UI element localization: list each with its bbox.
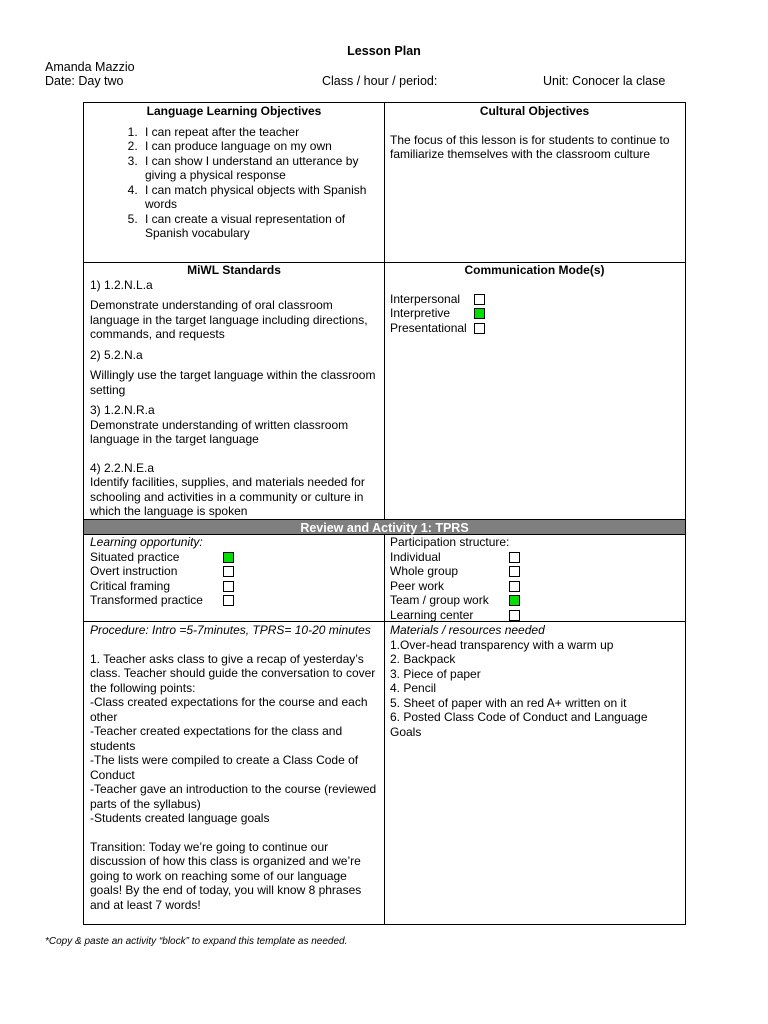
class-period-label: Class / hour / period: [322, 74, 438, 88]
procedure-transition: Transition: Today we’re going to continue our discussion of how this class is organized and we’re going to work on reaching some of our language goals! By the end of today, you will know 8 phrases and at least 7 words! [90, 839, 362, 912]
communication-modes-title: Communication Mode(s) [464, 263, 605, 277]
procedure-step: 1. Teacher asks class to give a recap of yesterday’s class. Teacher should guide the conversation to cover the following points: [90, 651, 376, 695]
cultural-objectives-cell [384, 103, 685, 163]
material-item: 6. Posted Class Code of Conduct and Language Goals [390, 710, 648, 739]
learning-opportunity-title: Learning opportunity: [90, 535, 203, 549]
checkbox[interactable] [474, 323, 485, 334]
checkbox[interactable] [223, 552, 234, 563]
mode-interpretive: Interpretive [390, 306, 679, 321]
participation-peer-work: Peer work [390, 579, 679, 594]
language-objectives-cell [84, 103, 384, 242]
objective-item: 3. I can show I understand an utterance by giving a physical response [141, 154, 378, 183]
procedure-point: -Class created expectations for the course and each other [90, 695, 368, 724]
standard-code: 3) 1.2.N.R.a [90, 403, 155, 417]
checkbox[interactable] [509, 610, 520, 621]
procedure-point: -Teacher gave an introduction to the course (reviewed parts of the syllabus) [90, 782, 377, 811]
checkbox[interactable] [223, 581, 234, 592]
material-item: 2. Backpack [390, 652, 456, 666]
lesson-date: Date: Day two [45, 74, 124, 88]
unit-label: Unit: Conocer la clase [543, 74, 666, 88]
standard-text: Identify facilities, supplies, and materials needed for schooling and activities in a community or culture in which the language is spoken [90, 475, 365, 518]
checkbox[interactable] [474, 294, 485, 305]
cultural-objectives-text: The focus of this lesson is for students to continue to familiarize themselves with the classroom culture [390, 132, 670, 161]
material-item: 1.Over-head transparency with a warm up [390, 637, 614, 652]
standards-cell [84, 262, 384, 520]
checkbox[interactable] [474, 308, 485, 319]
objective-item: 1. I can repeat after the teacher [141, 125, 378, 140]
materials-cell [384, 622, 685, 740]
standard-code: 4) 2.2.N.E.a [90, 460, 155, 475]
mode-interpersonal: Interpersonal [390, 292, 679, 307]
checkbox[interactable] [223, 566, 234, 577]
lesson-plan-table [83, 102, 686, 925]
standard-code: 2) 5.2.N.a [90, 347, 143, 362]
opportunity-situated: Situated practice [90, 550, 378, 565]
standard-text: Demonstrate understanding of oral classroom language in the target language including directions, commands, and requests [90, 298, 368, 341]
document-title: Lesson Plan [347, 44, 421, 58]
standard-code: 1) 1.2.N.L.a [90, 277, 153, 292]
participation-structure-cell [384, 535, 685, 622]
checkbox[interactable] [223, 595, 234, 606]
procedure-point: -Teacher created expectations for the class and students [90, 724, 343, 753]
learning-opportunity-cell [84, 535, 384, 608]
language-objectives-title: Language Learning Objectives [146, 104, 322, 118]
participation-individual: Individual [390, 550, 679, 565]
objectives-list [90, 125, 378, 241]
participation-learning-center: Learning center [390, 608, 679, 623]
opportunity-critical: Critical framing [90, 579, 378, 594]
procedure-title: Procedure: Intro =5-7minutes, TPRS= 10-20 minutes [90, 623, 371, 637]
participation-whole-group: Whole group [390, 564, 679, 579]
teacher-name: Amanda Mazzio [45, 60, 135, 74]
checkbox[interactable] [509, 581, 520, 592]
objective-item: 2. I can produce language on my own [141, 139, 378, 154]
materials-title: Materials / resources needed [390, 623, 545, 637]
standard-text: Willingly use the target language within the classroom setting [90, 368, 376, 397]
procedure-point: -The lists were compiled to create a Class Code of Conduct [90, 753, 359, 782]
checkbox[interactable] [509, 552, 520, 563]
participation-team-group-work: Team / group work [390, 593, 679, 608]
participation-structure-title: Participation structure: [390, 535, 510, 549]
opportunity-transformed: Transformed practice [90, 593, 378, 608]
procedure-cell [84, 622, 384, 913]
communication-modes-cell [384, 262, 685, 336]
procedure-point: -Students created language goals [90, 811, 270, 825]
objective-item: 5. I can create a visual representation of Spanish vocabulary [141, 212, 378, 241]
material-item: 5. Sheet of paper with an red A+ written on it [390, 695, 627, 710]
activity-banner: Review and Activity 1: TPRS [84, 519, 685, 535]
mode-presentational: Presentational [390, 321, 679, 336]
material-item: 4. Pencil [390, 681, 437, 695]
standard-text: Demonstrate understanding of written classroom language in the target language [90, 417, 349, 446]
footnote: *Copy & paste an activity “block” to expand this template as needed. [45, 936, 348, 947]
material-item: 3. Piece of paper [390, 666, 481, 681]
objective-item: 4. I can match physical objects with Spanish words [141, 183, 378, 212]
standards-title: MiWL Standards [187, 263, 281, 277]
opportunity-overt: Overt instruction [90, 564, 378, 579]
checkbox[interactable] [509, 595, 520, 606]
cultural-objectives-title: Cultural Objectives [479, 104, 590, 118]
checkbox[interactable] [509, 566, 520, 577]
